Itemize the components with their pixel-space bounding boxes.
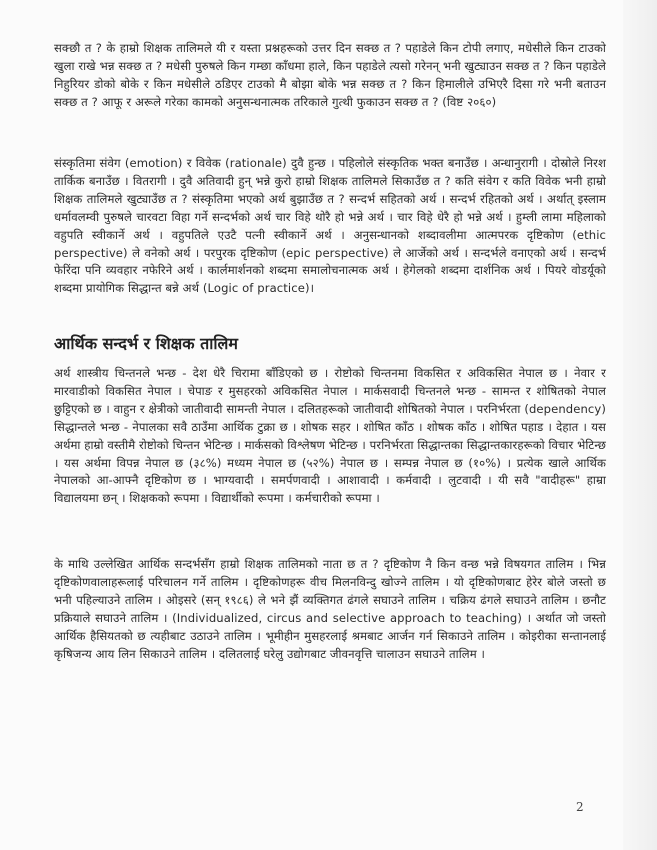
paragraph-intro-questions: सक्छौ त ? के हाम्रो शिक्षक तालिमले यी र यस्ता प्रश्नहरूको उत्तर दिन सक्छ त ? पहाडेले किन टोपी लगाए, मधेसीले किन टाउको खुला राखे भन्न सक्छ त ? मधेसी पुरुषले किन गम्छा काँधमा हाले, किन पहाडेले त्यसो गरेनन् भनी खुट्याउन सक्छ त ? किन पहाडेले निहुरियर डोको बोके र किन मधेसीले ठडिएर टाउको मै बोझा बोके भन्न सक्छ त ? किन हिमालीले उभिएरै दिसा गरे भनी बताउन सक्छ त ? आफू र अरूले गरेका कामको अनुसन्धनात्मक तरिकाले गुत्थी फुकाउन सक्छ त ? (विष्ट २०६०) bbox=[54, 41, 606, 109]
paragraph-teacher-training: के माथि उल्लेखित आर्थिक सन्दर्भसँग हाम्रो शिक्षक तालिमको नाता छ त ? दृष्टिकोण नै किन वन्छ भन्ने विषयगत तालिम । भिन्न दृष्टिकोणवालाहरूलाई परिचालन गर्ने तालिम । दृष्टिकोणहरू वीच मिलनविन्दु खोज्ने तालिम । यो दृष्टिकोणबाट हेरेर बोले जस्तो छ भनी पहिल्याउने तालिम । ओइसरे (सन् १९८६) ले भने झैं व्यक्तिगत ढंगले सघाउने तालिम । चक्रिय ढंगले सघाउने तालिम । छनौट प्रक्रियाले सघाउने तालिम । (Individualized, circus and selective approach to teaching) । अर्थात जो जस्तो आर्थिक हैसियतको छ त्यहीबाट उठाउने तालिम । भूमीहीन मुसहरलाई श्रमबाट आर्जन गर्न सिकाउने तालिम । कोइरीका सन्तानलाई कृषिजन्य आय लिन सिकाउने तालिम । दलितलाई घरेलु उद्योगबाट जीवनवृत्ति चालाउन सघाउने तालिम । bbox=[54, 557, 606, 661]
paragraph-culture-meaning: संस्कृतिमा संवेग (emotion) र विवेक (rationale) दुवै हुन्छ । पहिलोले संस्कृतिक भक्त बनाउँछ । अन्धानुरागी । दोस्रोले निरश तार्किक बनाउँछ । वितरागी । दुवै अतिवादी हुन् भन्ने कुरो हाम्रो शिक्षक तालिमले सिकाउँछ त ? कति संवेग र कति विवेक भनी हाम्रो शिक्षक तालिमले खुट्याउँछ त ? संस्कृतिमा भएको अर्थ बुझाउँछ त ? सन्दर्भ सहितको अर्थ । सन्दर्भ रहितको अर्थ । अर्थात् इस्लाम धर्मावलम्वी पुरुषले चारवटा विहा गर्ने सन्दर्भको अर्थ चार विहे थोरै हो भन्ने अर्थ । चार विहे धेरै हो भन्ने अर्थ । हुम्ली लामा महिलाको वहुपति स्वीकार्ने अर्थ । वहुपतिले एउटै पत्नी स्वीकार्ने अर्थ । अनुसन्धानको शब्दावलीमा आत्मपरक दृष्टिकोण (ethic perspective) ले वनेको अर्थ । परपुरक दृष्टिकोण (epic perspective) ले आर्जेको अर्थ । सन्दर्भले वनाएको अर्थ । सन्दर्भ फेरिंदा पनि व्यवहार नफेरिने अर्थ । कार्लमार्शनको शब्दमा समालोचनात्मक अर्थ । हेगेलको शब्दमा दार्शनिक अर्थ । पियरे वोडर्यूको शब्दमा प्रायोगिक सिद्धान्त बन्ने अर्थ (Logic of practice)। bbox=[54, 156, 606, 296]
section-heading: आर्थिक सन्दर्भ र शिक्षक तालिम bbox=[54, 334, 238, 353]
paragraph-economic-thought: अर्थ शास्त्रीय चिन्तनले भन्छ - देश धेरै चिरामा बाँडिएको छ । रोष्टोको चिन्तनमा विकसित र अविकसित नेपाल छ । नेवार र मारवाडीको विकसित नेपाल । चेपाङ र मुसहरको अविकसित नेपाल । मार्कसवादी चिन्तनले भन्छ - सामन्त र शोषितको नेपाल छुट्टिएको छ । वाहुन र क्षेत्रीको जातीवादी सामन्ती नेपाल । दलितहरूको जातीवादी शोषितको नेपाल । परनिर्भरता (dependency) सिद्धान्तले भन्छ - नेपालका सवै ठाउँमा आर्थिक टुक्रा छ । शोषक सहर । शोषित काँठ । शोषक काँठ । शोषित पहाड । देहात । यस अर्थमा हाम्रो वस्तीमै रोष्टोको चिन्तन भेटिन्छ । मार्कसको विश्लेषण भेटिन्छ । परनिर्भरता सिद्धान्तका सिद्धान्तकारहरूको विचार भेटिन्छ । यस अर्थमा विपन्न नेपाल छ (३८%) मध्यम नेपाल छ (५२%) नेपाल छ । सम्पन्न नेपाल छ (१०%) । प्रत्येक खाले आर्थिक नेपालको आ-आफ्नै दृष्टिकोण छ । भाग्यवादी । समर्पणवादी । आशावादी । कर्मवादी । लुटवादी । यी सवै "वादीहरू" हाम्रा विद्यालयमा छन् । शिक्षकको रूपमा । विद्यार्थीको रूपमा । कर्मचारीको रूपमा । bbox=[54, 366, 606, 506]
scan-page-edge bbox=[623, 0, 657, 850]
document-body bbox=[54, 40, 606, 663]
page-number: 2 bbox=[576, 800, 584, 814]
